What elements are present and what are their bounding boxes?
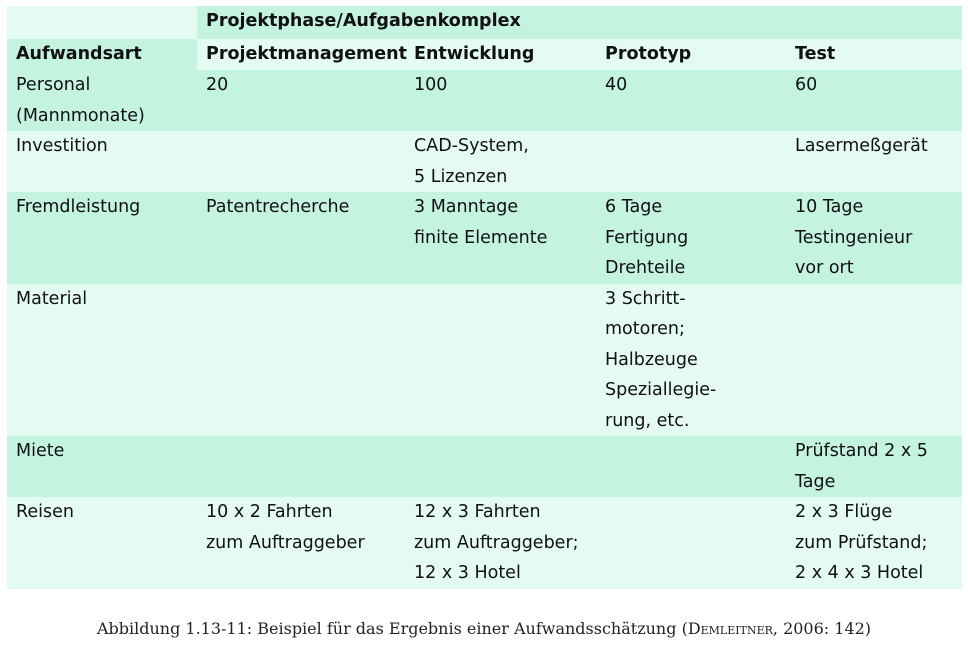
cell-text: 3 Schritt- motoren; Halbzeuge Speziallegie- rung, etc. <box>605 288 717 431</box>
column-header-test: Test <box>786 39 962 70</box>
cell-text: 2 x 3 Flüge zum Prüfstand; 2 x 4 x 3 Hotel <box>795 502 928 583</box>
table-cell <box>405 131 596 192</box>
table-cell <box>596 131 786 192</box>
column-header-projektmanagement: Projektmanagement <box>197 39 405 70</box>
table-cell <box>197 497 405 589</box>
table-cell <box>596 70 786 131</box>
row-label-text: Personal (Mannmonate) <box>16 75 145 126</box>
row-label-text: Reisen <box>16 502 74 522</box>
table-cell <box>405 436 596 497</box>
row-label-material <box>7 284 197 437</box>
cell-text: 10 x 2 Fahrten zum Auftraggeber <box>206 502 365 553</box>
row-label-text: Material <box>16 288 88 309</box>
cell-text: 12 x 3 Fahrten zum Auftraggeber; 12 x 3 Hotel <box>414 502 579 583</box>
row-label-personal <box>7 70 197 131</box>
cell-text: 40 <box>605 75 628 95</box>
table-cell <box>405 284 596 437</box>
table-row <box>7 436 962 497</box>
table-row <box>7 192 962 284</box>
column-header-entwicklung: Entwicklung <box>405 39 596 70</box>
table-cell <box>786 284 962 437</box>
row-label-investition <box>7 131 197 192</box>
table-row <box>7 70 962 131</box>
row-label-text: Investition <box>16 136 108 156</box>
table-cell <box>596 436 786 497</box>
table-cell <box>197 192 405 284</box>
cell-text: Patentrecherche <box>206 197 350 217</box>
cell-text: 3 Manntage finite Elemente <box>414 197 548 248</box>
table-cell <box>405 497 596 589</box>
table-cell <box>596 192 786 284</box>
caption-prefix: Abbildung 1.13-11: Beispiel für das Ergebnis einer Aufwandsschätzung ( <box>96 619 688 638</box>
cell-text: 6 Tage Fertigung Drehteile <box>605 197 689 278</box>
group-header-row <box>7 6 962 39</box>
row-label-miete <box>7 436 197 497</box>
row-label-text: Fremdleistung <box>16 197 141 217</box>
cell-text: Lasermeßgerät <box>795 136 928 156</box>
cell-text: 100 <box>414 75 448 95</box>
table-cell <box>197 70 405 131</box>
group-header: Projektphase/Aufgabenkomplex <box>197 6 962 39</box>
figure-caption <box>0 619 968 638</box>
table-row <box>7 497 962 589</box>
row-header-label: Aufwandsart <box>7 39 197 70</box>
table-cell <box>786 131 962 192</box>
row-label-text: Miete <box>16 441 65 461</box>
table-cell <box>197 284 405 437</box>
table-cell <box>786 192 962 284</box>
table-cell <box>197 131 405 192</box>
caption-author: Demleitner <box>687 619 773 638</box>
effort-estimate-table <box>7 6 962 589</box>
table-cell <box>596 497 786 589</box>
caption-suffix: , 2006: 142) <box>772 619 872 638</box>
table-cell <box>405 70 596 131</box>
table-cell <box>786 497 962 589</box>
table-cell <box>786 436 962 497</box>
row-label-reisen <box>7 497 197 589</box>
cell-text: 10 Tage Testingenieur vor ort <box>795 197 913 278</box>
cell-text: Prüfstand 2 x 5 Tage <box>795 441 928 492</box>
table-cell <box>786 70 962 131</box>
row-label-fremdleistung <box>7 192 197 284</box>
table-row <box>7 131 962 192</box>
cell-text: CAD-System, 5 Lizenzen <box>414 136 529 187</box>
table-cell <box>405 192 596 284</box>
cell-text: 20 <box>206 75 229 95</box>
corner-cell <box>7 6 197 39</box>
column-header-prototyp: Prototyp <box>596 39 786 70</box>
table-cell <box>197 436 405 497</box>
column-header-row <box>7 39 962 70</box>
cell-text: 60 <box>795 75 818 95</box>
table-cell <box>596 284 786 437</box>
table-row <box>7 284 962 437</box>
